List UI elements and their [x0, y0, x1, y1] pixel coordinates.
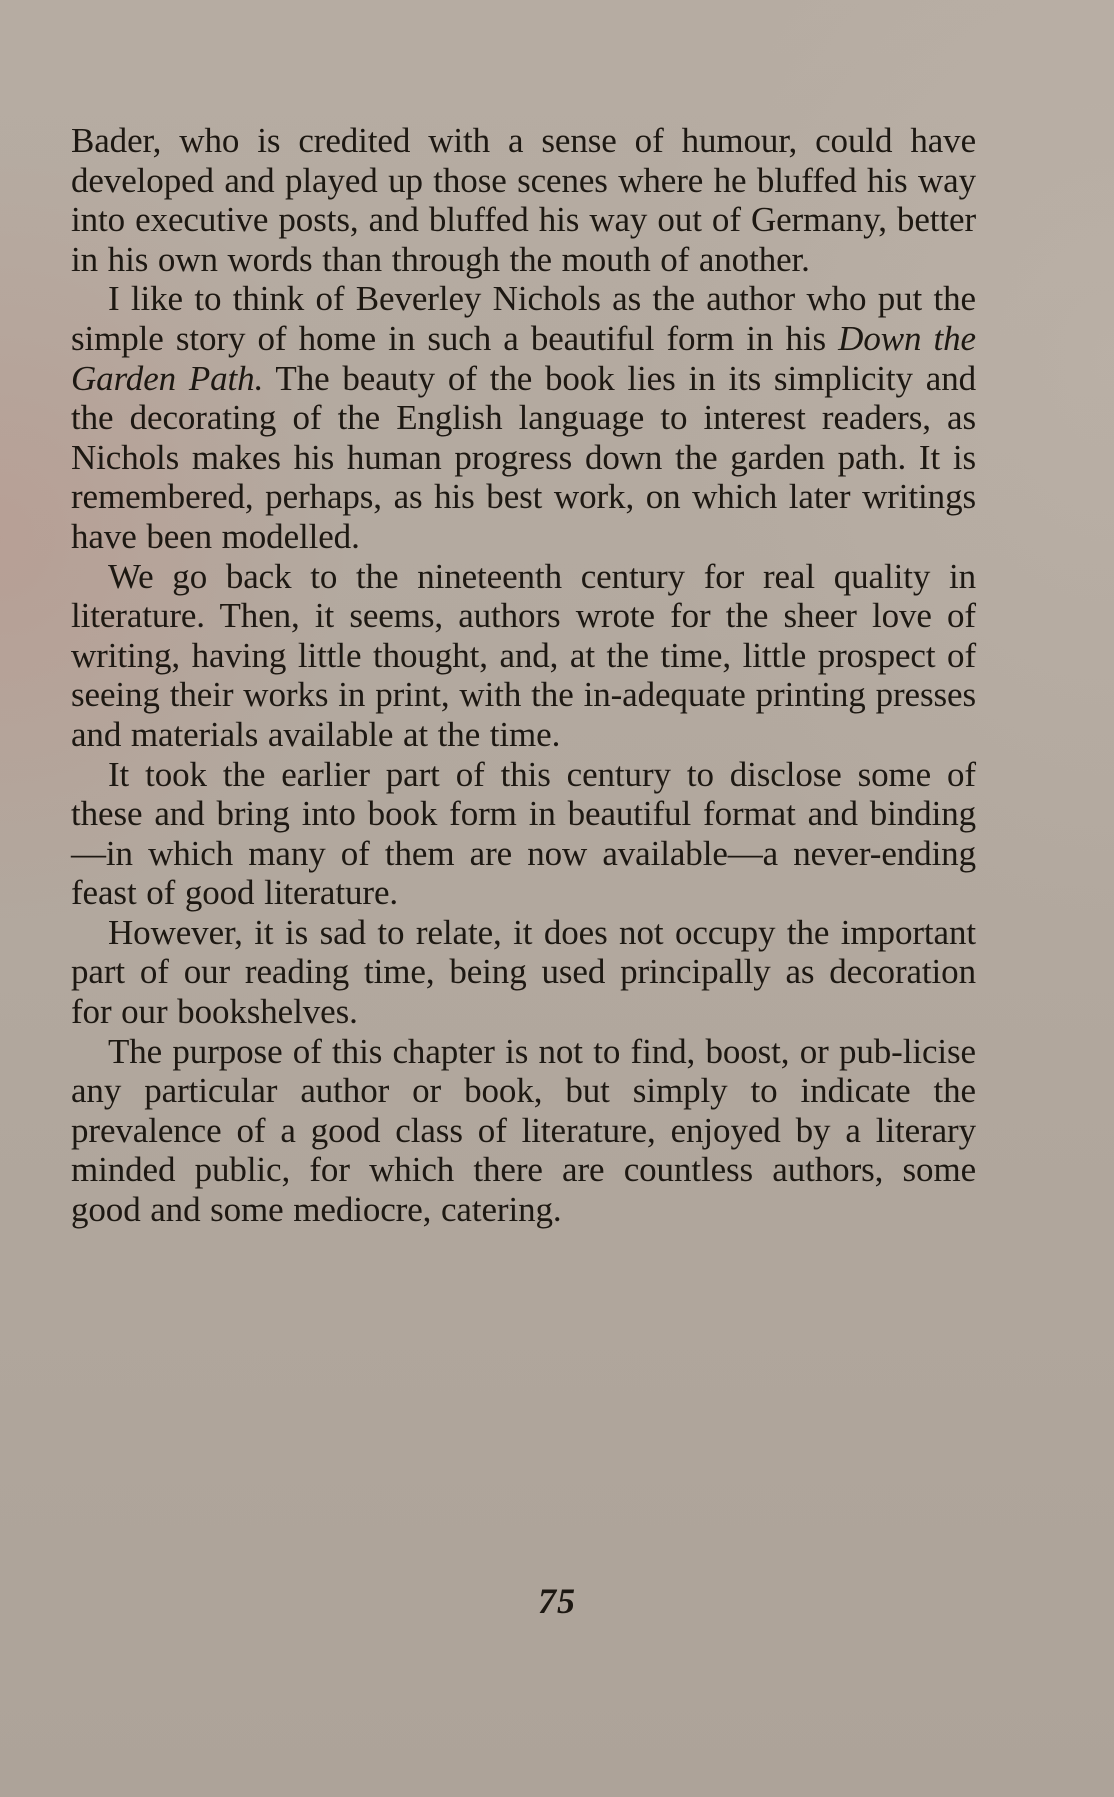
book-title-down-the-garden-path: Down the Garden Path.: [71, 318, 976, 398]
page-number: 75: [538, 1581, 576, 1621]
paragraph-nichols: [71, 279, 976, 556]
body-text: [71, 121, 976, 1230]
paragraph-chapter-purpose: The purpose of this chapter is not to find, boost, or pub-licise any particular author or book, but simply to indicate the prevalence of a good class of literature, enjoyed by a literary minded public, for which there are countless authors, some good and some mediocre, catering.: [71, 1031, 976, 1230]
paragraph-bader: Bader, who is credited with a sense of humour, could have developed and played up those scenes where he bluffed his way into executive posts, and bluffed his way out of Germany, better in his own words than through the mouth of another.: [71, 121, 976, 279]
paragraph-reading-time: However, it is sad to relate, it does not occupy the important part of our reading time, being used principally as decoration for our bookshelves.: [71, 912, 976, 1032]
paragraph-nineteenth-century: We go back to the nineteenth century for real quality in literature. Then, it seems, authors wrote for the sheer love of writing, having little thought, and, at the time, little prospect of seeing their works in print, with the in-adequate printing presses and materials available at the time.: [71, 556, 976, 754]
paragraph-nichols-lead: I like to think of Beverley Nichols as the author who put the simple story of home in such a beautiful form in his: [71, 279, 976, 358]
paragraph-nichols-rest: The beauty of the book lies in its simplicity and the decorating of the English language to interest readers, as Nichols makes his human progress down the garden path. It is remembered, perhaps, as his best work, on which later writings have been modelled.: [71, 358, 977, 556]
paragraph-earlier-century: It took the earlier part of this century to disclose some of these and bring into book form in beautiful format and binding—in which many of them are now available—a never-ending feast of good literature.: [71, 754, 976, 913]
